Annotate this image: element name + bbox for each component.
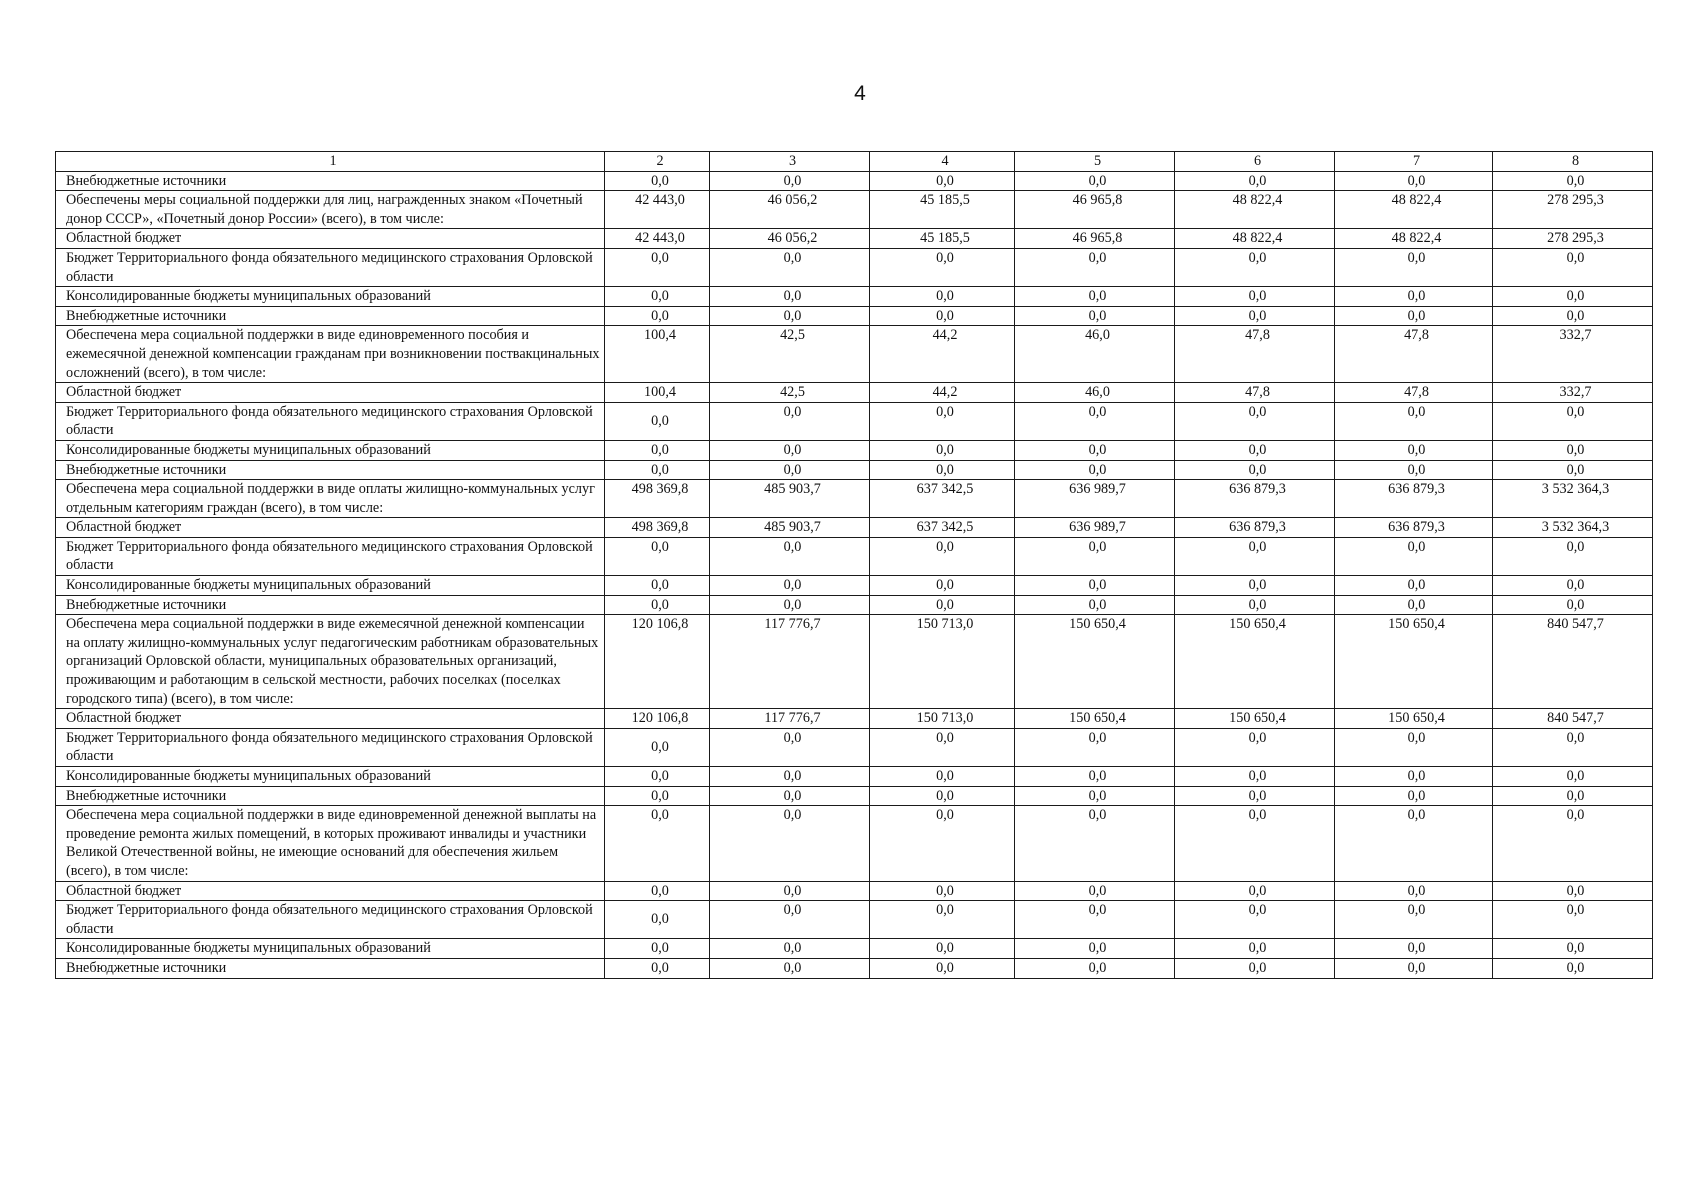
- row-value: 0,0: [1015, 767, 1175, 787]
- row-value: 0,0: [1175, 287, 1335, 307]
- row-label: Консолидированные бюджеты муниципальных образований: [56, 576, 605, 596]
- row-value: 0,0: [1493, 786, 1653, 806]
- table-row: [56, 901, 1653, 939]
- row-value: 0,0: [710, 402, 870, 440]
- row-label: Обеспечены меры социальной поддержки для лиц, награжденных знаком «Почетный донор СССР», «Почетный донор России» (всего), в том числе:: [56, 191, 605, 229]
- row-value: 44,2: [870, 326, 1015, 383]
- row-label: Внебюджетные источники: [56, 595, 605, 615]
- row-value: 0,0: [605, 786, 710, 806]
- row-value: 0,0: [710, 958, 870, 978]
- row-value: 0,0: [1175, 958, 1335, 978]
- row-value: 0,0: [1493, 901, 1653, 939]
- table-header-row: [56, 152, 1653, 172]
- row-value: 0,0: [710, 576, 870, 596]
- row-label: Областной бюджет: [56, 518, 605, 538]
- row-label: Консолидированные бюджеты муниципальных образований: [56, 767, 605, 787]
- row-value: 278 295,3: [1493, 229, 1653, 249]
- row-value: 0,0: [1335, 576, 1493, 596]
- row-value: 0,0: [870, 576, 1015, 596]
- row-value: 0,0: [605, 537, 710, 575]
- table-row: [56, 958, 1653, 978]
- row-value: 0,0: [870, 171, 1015, 191]
- row-value: 0,0: [1015, 287, 1175, 307]
- row-value: 0,0: [1493, 287, 1653, 307]
- row-value: 0,0: [1335, 767, 1493, 787]
- table-row: [56, 767, 1653, 787]
- row-value: 0,0: [710, 171, 870, 191]
- row-value: 0,0: [1493, 939, 1653, 959]
- row-value: 0,0: [710, 939, 870, 959]
- row-value: 0,0: [710, 728, 870, 766]
- row-value: 0,0: [1335, 939, 1493, 959]
- row-value: 0,0: [1335, 248, 1493, 286]
- row-value: 0,0: [605, 306, 710, 326]
- row-value: 0,0: [1335, 901, 1493, 939]
- table-row: [56, 728, 1653, 766]
- row-value: 150 650,4: [1175, 615, 1335, 709]
- row-value: 0,0: [1015, 576, 1175, 596]
- row-value: 0,0: [870, 440, 1015, 460]
- row-value: 332,7: [1493, 383, 1653, 403]
- row-value: 332,7: [1493, 326, 1653, 383]
- row-value: 120 106,8: [605, 615, 710, 709]
- row-value: 0,0: [1335, 287, 1493, 307]
- row-value: 0,0: [710, 537, 870, 575]
- row-value: 840 547,7: [1493, 709, 1653, 729]
- row-value: 0,0: [1335, 806, 1493, 881]
- row-value: 0,0: [710, 595, 870, 615]
- row-value: 0,0: [870, 901, 1015, 939]
- row-value: 47,8: [1335, 383, 1493, 403]
- row-value: 0,0: [605, 171, 710, 191]
- row-value: 0,0: [710, 901, 870, 939]
- column-header: 6: [1175, 152, 1335, 172]
- row-value: 637 342,5: [870, 518, 1015, 538]
- row-value: 42 443,0: [605, 191, 710, 229]
- row-value: 0,0: [870, 806, 1015, 881]
- table-row: [56, 881, 1653, 901]
- row-value: 0,0: [710, 881, 870, 901]
- table-row: [56, 306, 1653, 326]
- row-value: 0,0: [605, 939, 710, 959]
- row-value: 0,0: [1175, 767, 1335, 787]
- row-value: 100,4: [605, 326, 710, 383]
- row-value: 0,0: [1493, 728, 1653, 766]
- row-value: 0,0: [870, 958, 1015, 978]
- table-row: [56, 615, 1653, 709]
- row-value: 0,0: [1015, 537, 1175, 575]
- table-row: [56, 480, 1653, 518]
- row-label: Областной бюджет: [56, 881, 605, 901]
- row-value: 636 989,7: [1015, 518, 1175, 538]
- column-header: 2: [605, 152, 710, 172]
- row-value: 0,0: [1015, 881, 1175, 901]
- row-value: 0,0: [1015, 440, 1175, 460]
- row-value: 636 879,3: [1175, 518, 1335, 538]
- row-value: 636 879,3: [1335, 480, 1493, 518]
- row-value: 0,0: [870, 537, 1015, 575]
- table-row: [56, 402, 1653, 440]
- table-row: [56, 191, 1653, 229]
- row-label: Консолидированные бюджеты муниципальных образований: [56, 287, 605, 307]
- row-value: 0,0: [1493, 306, 1653, 326]
- row-value: 0,0: [710, 248, 870, 286]
- row-value: 0,0: [1015, 460, 1175, 480]
- row-value: 0,0: [870, 306, 1015, 326]
- row-value: 45 185,5: [870, 191, 1015, 229]
- row-value: 0,0: [1175, 306, 1335, 326]
- row-value: 0,0: [1175, 901, 1335, 939]
- column-header: 7: [1335, 152, 1493, 172]
- column-header: 8: [1493, 152, 1653, 172]
- row-value: 3 532 364,3: [1493, 518, 1653, 538]
- row-value: 0,0: [1493, 537, 1653, 575]
- column-header: 4: [870, 152, 1015, 172]
- row-value: 150 650,4: [1335, 615, 1493, 709]
- table-row: [56, 806, 1653, 881]
- row-value: 0,0: [1175, 440, 1335, 460]
- row-value: 46 965,8: [1015, 229, 1175, 249]
- row-value: 485 903,7: [710, 480, 870, 518]
- budget-table: [55, 151, 1653, 979]
- row-label: Областной бюджет: [56, 383, 605, 403]
- row-value: 0,0: [1015, 786, 1175, 806]
- table-row: [56, 786, 1653, 806]
- row-label: Обеспечена мера социальной поддержки в виде единовременной денежной выплаты на проведение ремонта жилых помещений, в которых проживают инвалиды и участники Великой Отечественной войны, не имеющие оснований для обеспечения жильем (всего), в том числе:: [56, 806, 605, 881]
- row-value: 0,0: [605, 901, 710, 939]
- row-value: 0,0: [1175, 248, 1335, 286]
- row-value: 0,0: [1493, 958, 1653, 978]
- row-value: 0,0: [1493, 460, 1653, 480]
- row-value: 3 532 364,3: [1493, 480, 1653, 518]
- row-value: 48 822,4: [1335, 191, 1493, 229]
- row-value: 44,2: [870, 383, 1015, 403]
- row-value: 0,0: [1175, 595, 1335, 615]
- row-value: 0,0: [710, 806, 870, 881]
- row-value: 42 443,0: [605, 229, 710, 249]
- row-value: 0,0: [710, 306, 870, 326]
- row-value: 0,0: [605, 767, 710, 787]
- row-value: 0,0: [1335, 881, 1493, 901]
- row-value: 0,0: [710, 287, 870, 307]
- row-value: 0,0: [605, 576, 710, 596]
- row-value: 117 776,7: [710, 709, 870, 729]
- row-value: 0,0: [1175, 728, 1335, 766]
- row-value: 0,0: [1175, 576, 1335, 596]
- row-value: 47,8: [1335, 326, 1493, 383]
- row-value: 278 295,3: [1493, 191, 1653, 229]
- row-label: Внебюджетные источники: [56, 306, 605, 326]
- row-value: 46,0: [1015, 326, 1175, 383]
- row-label: Областной бюджет: [56, 229, 605, 249]
- row-value: 498 369,8: [605, 518, 710, 538]
- table-row: [56, 171, 1653, 191]
- table-row: [56, 229, 1653, 249]
- row-value: 840 547,7: [1493, 615, 1653, 709]
- row-value: 0,0: [1335, 306, 1493, 326]
- row-value: 0,0: [870, 767, 1015, 787]
- row-value: 0,0: [1335, 171, 1493, 191]
- row-value: 117 776,7: [710, 615, 870, 709]
- row-value: 0,0: [870, 595, 1015, 615]
- row-value: 637 342,5: [870, 480, 1015, 518]
- row-label: Бюджет Территориального фонда обязательного медицинского страхования Орловской области: [56, 402, 605, 440]
- row-value: 0,0: [605, 460, 710, 480]
- table-row: [56, 460, 1653, 480]
- row-value: 46 056,2: [710, 191, 870, 229]
- row-value: 0,0: [605, 881, 710, 901]
- table-row: [56, 709, 1653, 729]
- row-value: 636 879,3: [1175, 480, 1335, 518]
- row-value: 46 056,2: [710, 229, 870, 249]
- row-value: 0,0: [870, 460, 1015, 480]
- row-value: 0,0: [1175, 171, 1335, 191]
- row-value: 0,0: [605, 248, 710, 286]
- row-value: 0,0: [1335, 595, 1493, 615]
- column-header: 3: [710, 152, 870, 172]
- column-header: 5: [1015, 152, 1175, 172]
- row-value: 47,8: [1175, 326, 1335, 383]
- row-value: 48 822,4: [1175, 229, 1335, 249]
- row-label: Бюджет Территориального фонда обязательного медицинского страхования Орловской области: [56, 248, 605, 286]
- row-value: 498 369,8: [605, 480, 710, 518]
- row-value: 46 965,8: [1015, 191, 1175, 229]
- row-value: 0,0: [1015, 248, 1175, 286]
- row-value: 47,8: [1175, 383, 1335, 403]
- row-value: 0,0: [870, 287, 1015, 307]
- row-value: 636 879,3: [1335, 518, 1493, 538]
- row-value: 0,0: [870, 786, 1015, 806]
- row-value: 0,0: [710, 460, 870, 480]
- row-value: 0,0: [1175, 939, 1335, 959]
- row-value: 0,0: [605, 440, 710, 460]
- row-label: Внебюджетные источники: [56, 786, 605, 806]
- row-label: Обеспечена мера социальной поддержки в виде единовременного пособия и ежемесячной денежной компенсации гражданам при возникновении поствакцинальных осложнений (всего), в том числе:: [56, 326, 605, 383]
- row-value: 0,0: [1493, 402, 1653, 440]
- row-value: 0,0: [1015, 939, 1175, 959]
- row-value: 46,0: [1015, 383, 1175, 403]
- row-label: Бюджет Территориального фонда обязательного медицинского страхования Орловской области: [56, 901, 605, 939]
- row-value: 150 650,4: [1175, 709, 1335, 729]
- row-value: 0,0: [1015, 595, 1175, 615]
- row-value: 45 185,5: [870, 229, 1015, 249]
- row-value: 0,0: [1335, 728, 1493, 766]
- row-value: 0,0: [605, 595, 710, 615]
- row-value: 0,0: [1015, 806, 1175, 881]
- row-value: 0,0: [605, 402, 710, 440]
- row-value: 0,0: [1335, 537, 1493, 575]
- row-value: 0,0: [1175, 460, 1335, 480]
- row-value: 0,0: [1015, 958, 1175, 978]
- table-row: [56, 440, 1653, 460]
- row-label: Внебюджетные источники: [56, 171, 605, 191]
- row-value: 0,0: [870, 248, 1015, 286]
- row-value: 0,0: [1175, 881, 1335, 901]
- table-row: [56, 595, 1653, 615]
- table-row: [56, 576, 1653, 596]
- table-row: [56, 537, 1653, 575]
- row-value: 485 903,7: [710, 518, 870, 538]
- row-value: 42,5: [710, 383, 870, 403]
- row-value: 0,0: [605, 806, 710, 881]
- table-row: [56, 518, 1653, 538]
- table-row: [56, 383, 1653, 403]
- row-label: Бюджет Территориального фонда обязательного медицинского страхования Орловской области: [56, 537, 605, 575]
- row-value: 0,0: [710, 440, 870, 460]
- table-row: [56, 326, 1653, 383]
- row-value: 0,0: [1335, 786, 1493, 806]
- row-value: 0,0: [1015, 171, 1175, 191]
- row-value: 0,0: [870, 881, 1015, 901]
- row-value: 100,4: [605, 383, 710, 403]
- table-body: [56, 152, 1653, 979]
- row-value: 0,0: [1335, 460, 1493, 480]
- row-value: 150 650,4: [1015, 709, 1175, 729]
- row-value: 0,0: [1493, 881, 1653, 901]
- row-label: Обеспечена мера социальной поддержки в виде оплаты жилищно-коммунальных услуг отдельным категориям граждан (всего), в том числе:: [56, 480, 605, 518]
- row-value: 0,0: [1175, 402, 1335, 440]
- row-label: Внебюджетные источники: [56, 958, 605, 978]
- row-value: 0,0: [1493, 595, 1653, 615]
- row-value: 120 106,8: [605, 709, 710, 729]
- row-value: 0,0: [1015, 901, 1175, 939]
- row-value: 0,0: [1015, 402, 1175, 440]
- row-value: 0,0: [1175, 537, 1335, 575]
- table-row: [56, 939, 1653, 959]
- row-value: 0,0: [1175, 806, 1335, 881]
- row-value: 0,0: [605, 287, 710, 307]
- row-value: 0,0: [1493, 171, 1653, 191]
- row-label: Внебюджетные источники: [56, 460, 605, 480]
- page-number: 4: [854, 82, 866, 105]
- row-value: 0,0: [870, 402, 1015, 440]
- row-value: 0,0: [710, 767, 870, 787]
- row-value: 0,0: [605, 728, 710, 766]
- row-value: 0,0: [1493, 440, 1653, 460]
- row-value: 0,0: [1335, 440, 1493, 460]
- row-value: 48 822,4: [1335, 229, 1493, 249]
- row-value: 0,0: [1493, 767, 1653, 787]
- row-value: 0,0: [1335, 958, 1493, 978]
- row-label: Консолидированные бюджеты муниципальных образований: [56, 939, 605, 959]
- row-value: 150 650,4: [1335, 709, 1493, 729]
- row-value: 0,0: [605, 958, 710, 978]
- row-label: Бюджет Территориального фонда обязательного медицинского страхования Орловской области: [56, 728, 605, 766]
- row-value: 0,0: [1493, 248, 1653, 286]
- row-label: Консолидированные бюджеты муниципальных образований: [56, 440, 605, 460]
- row-label: Областной бюджет: [56, 709, 605, 729]
- table-row: [56, 248, 1653, 286]
- row-value: 636 989,7: [1015, 480, 1175, 518]
- row-value: 0,0: [1493, 806, 1653, 881]
- row-value: 0,0: [1493, 576, 1653, 596]
- row-value: 0,0: [870, 728, 1015, 766]
- column-header: 1: [56, 152, 605, 172]
- row-value: 0,0: [1335, 402, 1493, 440]
- row-value: 0,0: [1175, 786, 1335, 806]
- row-value: 0,0: [1015, 306, 1175, 326]
- row-value: 150 650,4: [1015, 615, 1175, 709]
- table-row: [56, 287, 1653, 307]
- row-value: 0,0: [710, 786, 870, 806]
- row-value: 42,5: [710, 326, 870, 383]
- row-value: 48 822,4: [1175, 191, 1335, 229]
- row-value: 150 713,0: [870, 615, 1015, 709]
- row-value: 150 713,0: [870, 709, 1015, 729]
- row-value: 0,0: [870, 939, 1015, 959]
- row-value: 0,0: [1015, 728, 1175, 766]
- row-label: Обеспечена мера социальной поддержки в виде ежемесячной денежной компенсации на оплату жилищно-коммунальных услуг педагогическим работникам образовательных организаций Орловской области, муниципальных образовательных организаций, проживающим и работающим в сельской местности, рабочих поселках (поселках городского типа) (всего), в том числе:: [56, 615, 605, 709]
